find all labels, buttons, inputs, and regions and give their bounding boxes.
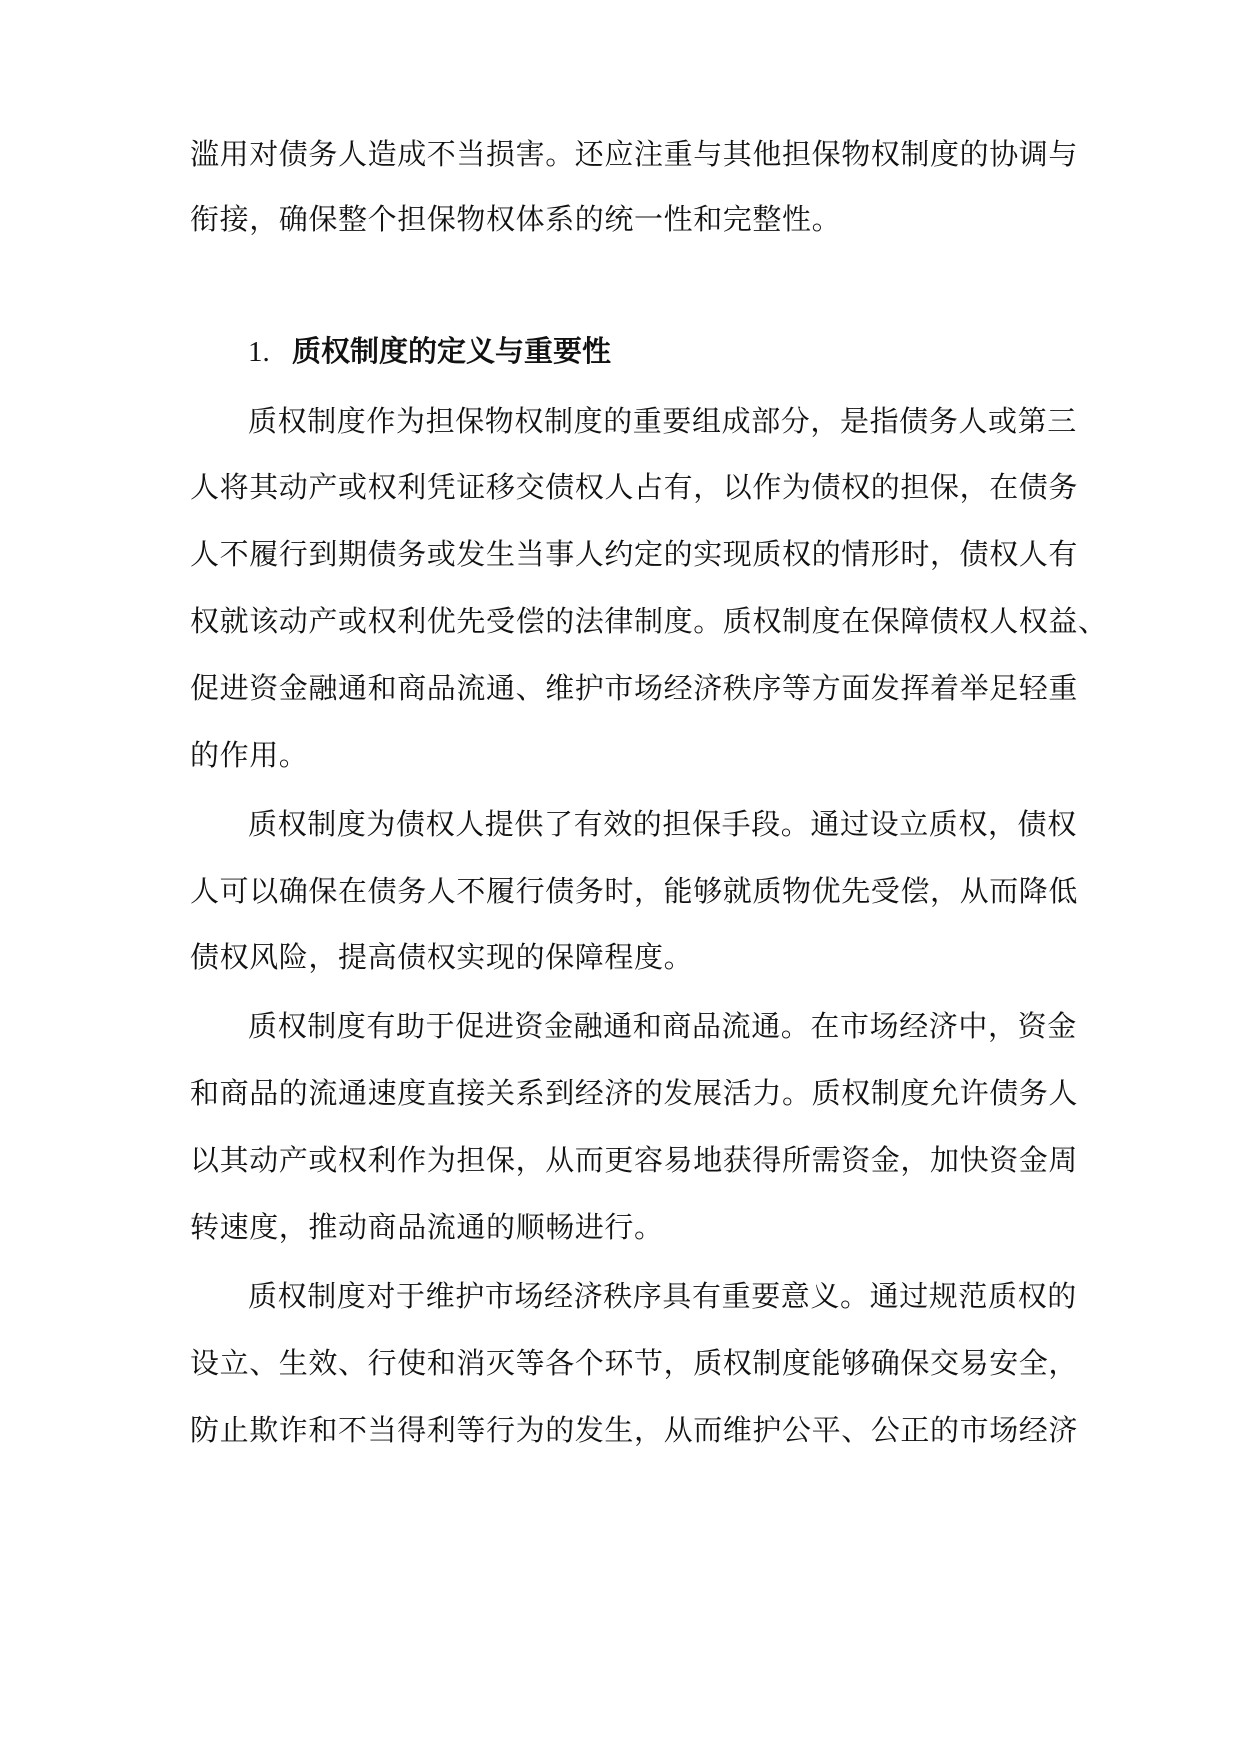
paragraph-line: 质权制度对于维护市场经济秩序具有重要意义。通过规范质权的 bbox=[248, 1279, 1077, 1313]
section-number: 1. bbox=[248, 336, 270, 368]
section-heading bbox=[248, 315, 948, 387]
paragraph-line: 的作用。 bbox=[190, 738, 309, 772]
paragraph-line: 人可以确保在债务人不履行债务时，能够就质物优先受偿，从而降低 bbox=[190, 874, 1079, 908]
paragraph-line: 转速度，推动商品流通的顺畅进行。 bbox=[190, 1210, 664, 1244]
paragraph-line: 质权制度为债权人提供了有效的担保手段。通过设立质权，债权 bbox=[248, 807, 1077, 841]
paragraph-line: 和商品的流通速度直接关系到经济的发展活力。质权制度允许债务人 bbox=[190, 1076, 1079, 1110]
paragraph-line: 人不履行到期债务或发生当事人约定的实现质权的情形时，债权人有 bbox=[190, 537, 1079, 571]
paragraph-line: 以其动产或权利作为担保，从而更容易地获得所需资金，加快资金周 bbox=[190, 1143, 1079, 1177]
paragraph-line: 设立、生效、行使和消灭等各个环节，质权制度能够确保交易安全， bbox=[190, 1346, 1079, 1380]
paragraph-line: 债权风险，提高债权实现的保障程度。 bbox=[190, 940, 694, 974]
paragraph-line: 质权制度作为担保物权制度的重要组成部分，是指债务人或第三 bbox=[248, 404, 1077, 438]
intro-line: 衔接，确保整个担保物权体系的统一性和完整性。 bbox=[190, 202, 842, 236]
intro-line: 滥用对债务人造成不当损害。还应注重与其他担保物权制度的协调与 bbox=[190, 137, 1079, 171]
paragraph-line: 质权制度有助于促进资金融通和商品流通。在市场经济中，资金 bbox=[248, 1009, 1077, 1043]
paragraph-line: 人将其动产或权利凭证移交债权人占有，以作为债权的担保，在债务 bbox=[190, 470, 1079, 504]
paragraph-line: 促进资金融通和商品流通、维护市场经济秩序等方面发挥着举足轻重 bbox=[190, 671, 1079, 705]
section-title: 质权制度的定义与重要性 bbox=[292, 334, 612, 368]
paragraph-line: 防止欺诈和不当得利等行为的发生，从而维护公平、公正的市场经济 bbox=[190, 1413, 1079, 1447]
paragraph-line: 权就该动产或权利优先受偿的法律制度。质权制度在保障债权人权益、 bbox=[190, 604, 1108, 638]
